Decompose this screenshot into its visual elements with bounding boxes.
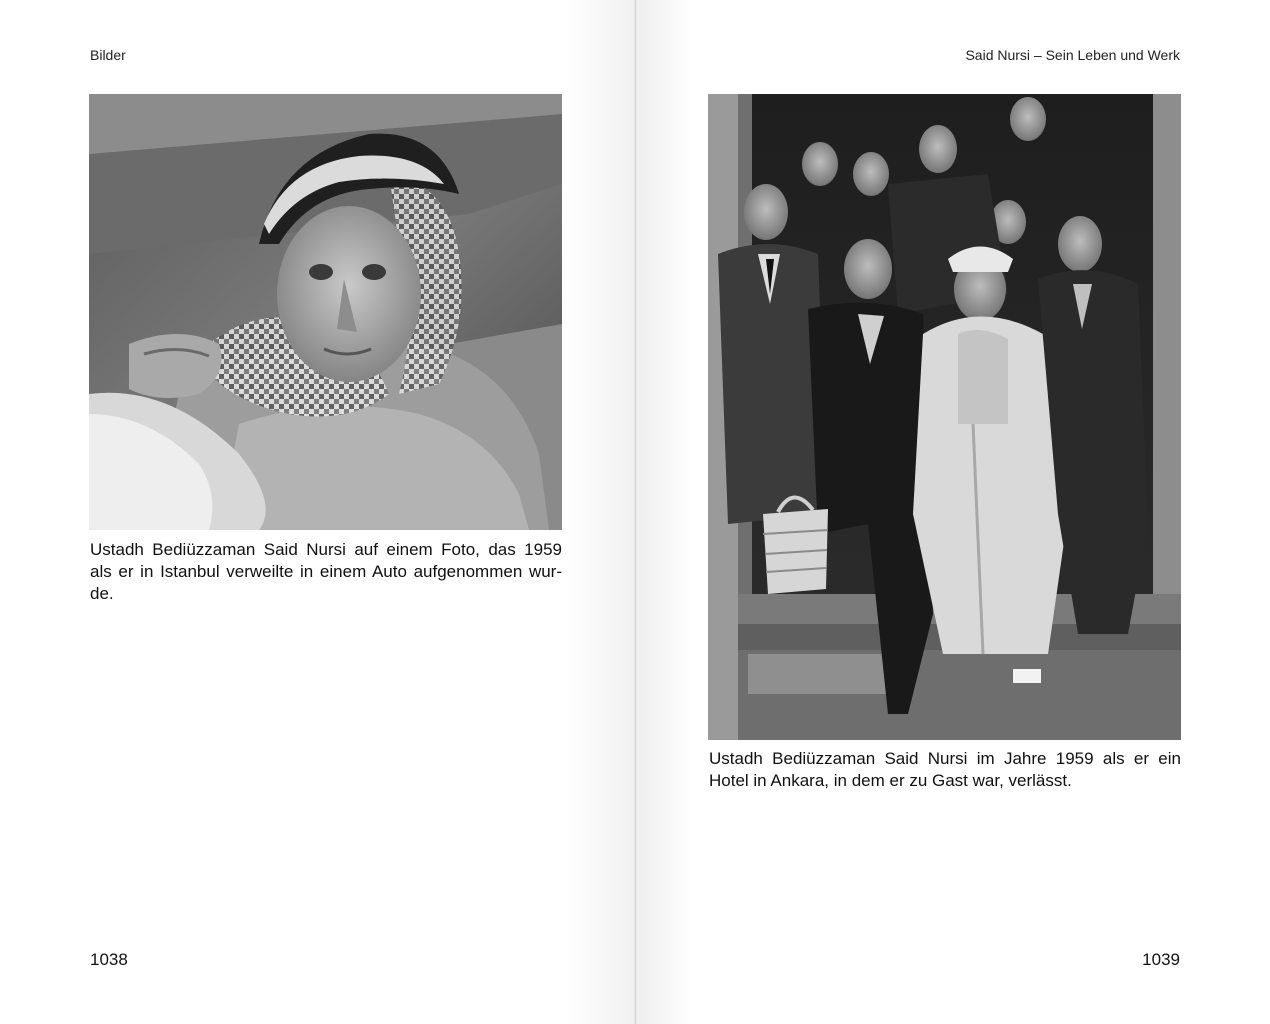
gutter-shadow-left <box>565 0 635 1024</box>
gutter-shadow-right <box>635 0 695 1024</box>
running-head-left: Bilder <box>90 47 126 63</box>
caption-right <box>709 748 1181 792</box>
portrait-photo-icon <box>89 94 562 530</box>
caption-line: Hotel in Ankara, in dem er zu Gast war, verlässt. <box>709 771 1072 790</box>
running-head-right: Said Nursi – Sein Leben und Werk <box>965 47 1180 63</box>
caption-line: de. <box>90 584 114 603</box>
group-photo <box>708 94 1181 740</box>
right-page <box>635 0 1270 1024</box>
caption-line: als er in Istanbul verweilte in einem Auto aufgenommen wur- <box>90 562 562 581</box>
page-number-left: 1038 <box>90 950 128 969</box>
caption-line: Ustadh Bediüzzaman Said Nursi auf einem Foto, das 1959 <box>90 540 562 559</box>
group-photo-icon <box>708 94 1181 740</box>
portrait-photo <box>89 94 562 530</box>
caption-line: Ustadh Bediüzzaman Said Nursi im Jahre 1959 als er ein <box>709 749 1181 768</box>
page-number-right: 1039 <box>1142 950 1180 969</box>
caption-left <box>90 539 562 605</box>
